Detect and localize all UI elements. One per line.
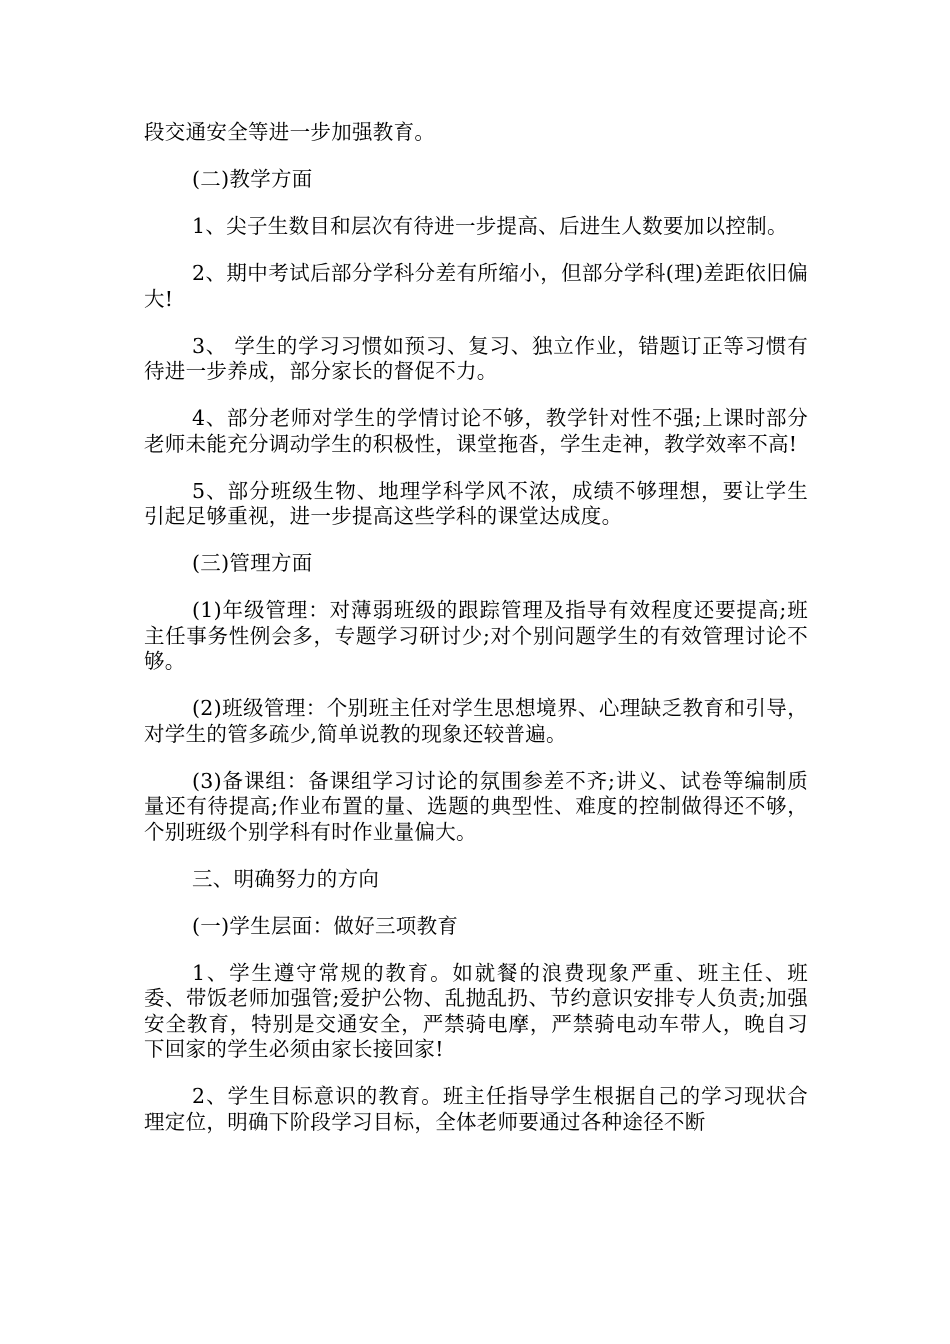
paragraph: 3、 学生的学习习惯如预习、复习、独立作业，错题订正等习惯有待进一步养成，部分家长的督促不力。 [144, 333, 808, 383]
paragraph: 2、期中考试后部分学科分差有所缩小，但部分学科(理)差距依旧偏大! [144, 261, 808, 311]
section-heading-direction: 三、明确努力的方向 [192, 866, 380, 891]
paragraph: 1、学生遵守常规的教育。如就餐的浪费现象严重、班主任、班委、带饭老师加强管;爱护公物、乱抛乱扔、节约意识安排专人负责;加强安全教育，特别是交通安全，严禁骑电摩，严禁骑电动车带人，晚自习下回家的学生必须由家长接回家! [144, 960, 808, 1061]
paragraph: 1、尖子生数目和层次有待进一步提高、后进生人数要加以控制。 [192, 214, 788, 238]
paragraph: 2、学生目标意识的教育。班主任指导学生根据自己的学习现状合理定位，明确下阶段学习目标，全体老师要通过各种途径不断 [144, 1084, 808, 1134]
section-heading-student-level: (一)学生层面：做好三项教育 [192, 913, 459, 938]
paragraph: (2)班级管理：个别班主任对学生思想境界、心理缺乏教育和引导，对学生的管多疏少,简单说教的现象还较普遍。 [144, 696, 808, 746]
paragraph: 5、部分班级生物、地理学科学风不浓，成绩不够理想，要让学生引起足够重视，进一步提高这些学科的课堂达成度。 [144, 478, 808, 528]
section-heading-teaching: (二)教学方面 [192, 167, 313, 191]
paragraph: (1)年级管理：对薄弱班级的跟踪管理及指导有效程度还要提高;班主任事务性例会多，专题学习研讨少;对个别问题学生的有效管理讨论不够。 [144, 598, 808, 673]
section-heading-management: (三)管理方面 [192, 551, 313, 575]
paragraph-continuation: 段交通安全等进一步加强教育。 [144, 120, 436, 144]
paragraph: 4、部分老师对学生的学情讨论不够，教学针对性不强;上课时部分老师未能充分调动学生的积极性，课堂拖沓，学生走神，教学效率不高! [144, 406, 808, 456]
paragraph: (3)备课组：备课组学习讨论的氛围参差不齐;讲义、试卷等编制质量还有待提高;作业布置的量、选题的典型性、难度的控制做得还不够，个别班级个别学科有时作业量偏大。 [144, 768, 808, 844]
document-page [144, 120, 808, 1135]
